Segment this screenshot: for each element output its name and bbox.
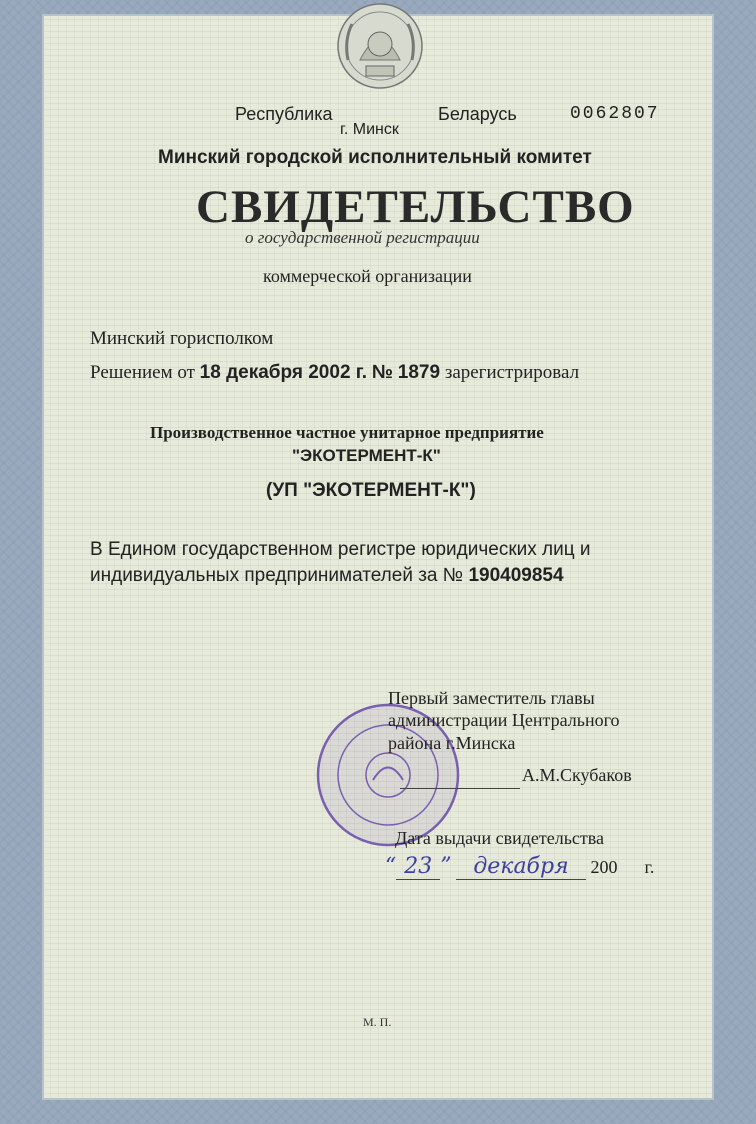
date-close-quote: ” (440, 854, 452, 879)
issue-day: 23 (396, 854, 440, 880)
register-line1: В Едином государственном регистре юридических лиц и (90, 539, 591, 560)
register-line2-prefix: индивидуальных предпринимателей за № (90, 565, 464, 586)
register-line2 (90, 565, 564, 587)
company-full-name-line2: "ЭКОТЕРМЕНТ-К" (292, 446, 441, 465)
company-short-name: (УП "ЭКОТЕРМЕНТ-К") (266, 480, 476, 501)
register-number: 190409854 (468, 565, 564, 586)
state-emblem-icon (330, 0, 430, 96)
decision-prefix: Решением от (90, 362, 195, 383)
date-open-quote: “ (385, 854, 397, 879)
seal-place-label: М. П. (363, 1015, 392, 1029)
republic-label-left: Республика (235, 104, 333, 124)
decision-line (90, 362, 579, 384)
serial-number: 0062807 (570, 104, 660, 124)
registering-authority: Минский горисполком (90, 328, 274, 349)
decision-number: 1879 (397, 362, 441, 383)
signatory-title-line1: Первый заместитель главы (388, 688, 595, 708)
issue-date-label: Дата выдачи свидетельства (395, 828, 605, 848)
issuer-name: Минский городской исполнительный комитет (158, 147, 592, 168)
decision-date: 18 декабря 2002 г. (199, 362, 368, 383)
issue-date (385, 854, 654, 880)
issue-month: декабря (456, 854, 586, 880)
city-label: г. Минск (340, 121, 399, 138)
republic-label-right: Беларусь (438, 104, 517, 124)
issue-year-prefix: 200 (590, 857, 618, 877)
issue-year-suffix: г. (644, 857, 655, 877)
decision-suffix: зарегистрировал (444, 362, 580, 383)
signatory-name: А.М.Скубаков (522, 765, 632, 785)
company-full-name-line1: Производственное частное унитарное предприятие (150, 423, 544, 442)
signatory-title-line3: района г.Минска (388, 733, 516, 753)
certificate-subtitle: о государственной регистрации (245, 228, 480, 247)
decision-number-label: № (371, 362, 394, 383)
signature-line (400, 788, 520, 789)
organization-type: коммерческой организации (263, 266, 472, 286)
signatory-title-line2: администрации Центрального (388, 710, 620, 730)
certificate-title: СВИДЕТЕЛЬСТВО (196, 181, 635, 233)
